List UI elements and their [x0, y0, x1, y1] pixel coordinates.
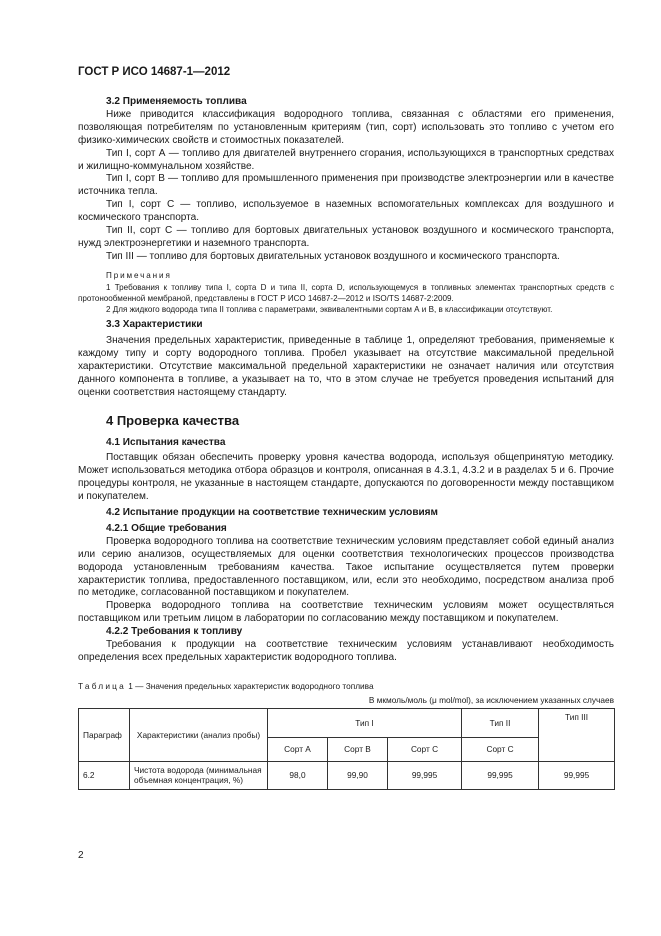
paragraph-type3: Тип III — топливо для бортовых двигательных установок воздушного и космического транспорта. — [106, 250, 560, 262]
paragraph-classification-intro: Ниже приводится классификация водородного топлива, связанная с областями его применения, позволяющая потребителям по установленным критериям (тип, сорт) использовать это топливо с учетом его физико-химических свойств и стоимостных показателей. — [78, 108, 614, 146]
header-paragraph: Параграф — [79, 708, 130, 761]
cell-paragraph: 6.2 — [79, 761, 130, 789]
document-body — [78, 96, 614, 790]
header-type-2: Тип II — [462, 708, 539, 737]
paragraph-type2-grade-c: Тип II, сорт С — топливо для бортовых двигательных установок воздушного и космического транспорта, нужд электроэнергетики и наземного транспорта. — [78, 225, 614, 249]
table-caption-text: 1 — Значения предельных характеристик водородного топлива — [128, 680, 374, 691]
paragraph-characteristics: Значения предельных характеристик, приведенные в таблице 1, определяют требования, применяемые к каждому типу и сорту водородного топлива. Пробел указывает на отсутствие максимальной предельной характеристики. Отсутствие максимальной предельной характеристики не означает наличия или отсутствия данного компонента в топливе, а указывает на то, что в этом случае не требуется проведения испытаний для оценки соответствия настоящему стандарту. — [78, 335, 614, 398]
header-grade-b: Сорт В — [328, 737, 388, 761]
section-3-3-heading: 3.3 Характеристики — [106, 319, 203, 331]
cell-type1-grade-a: 98,0 — [268, 761, 328, 789]
notes-title: Примечания — [106, 270, 172, 280]
table-units-note: В мкмоль/моль (μ mol/mol), за исключением указанных случаев — [368, 694, 614, 705]
section-4-2-1-heading: 4.2.1 Общие требования — [106, 522, 227, 534]
header-characteristics: Характеристики (анализ пробы) — [130, 708, 268, 761]
paragraph-general-requirements-1: Проверка водородного топлива на соответствие техническим условиям представляет собой единый анализ или серию анализов, осуществляемых для оценки соответствия технологических процессов производства водорода установленным требованиям качества. Такое испытание осуществляется путем проверки характеристик топлива, предоставленного поставщиком, или, если это необходимо, посредством анализа проб по методике, согласованной поставщиком и покупателем. — [78, 535, 614, 599]
header-grade-c: Сорт С — [388, 737, 462, 761]
paragraph-type1-grade-a: Тип I, сорт А — топливо для двигателей внутреннего сгорания, использующихся в транспортных средствах и жилищно-коммунальном хозяйстве. — [78, 147, 614, 172]
cell-type1-grade-c: 99,995 — [388, 761, 462, 789]
cell-type1-grade-b: 99,90 — [328, 761, 388, 789]
header-type-1: Тип I — [268, 708, 462, 737]
cell-characteristic: Чистота водорода (минимальная объемная концентрация, %) — [130, 761, 268, 789]
section-4-2-heading: 4.2 Испытание продукции на соответствие техническим условиям — [106, 507, 438, 519]
document-code-header: ГОСТ Р ИСО 14687-1—2012 — [78, 66, 231, 78]
paragraph-type1-grade-c: Тип I, сорт С — топливо, используемое в наземных вспомогательных комплексах для воздушного и космического транспорта. — [78, 199, 614, 224]
paragraph-fuel-requirements: Требования к продукции на соответствие техническим условиям устанавливают необходимость определения всех предельных характеристик водородного топлива. — [78, 639, 614, 663]
section-3-2-heading: 3.2 Применяемость топлива — [106, 96, 247, 107]
section-4-1-heading: 4.1 Испытания качества — [106, 436, 226, 448]
table-caption — [78, 681, 614, 692]
paragraph-type1-grade-b: Тип I, сорт В — топливо для промышленного применения при производстве электроэнергии или в качестве источника тепла. — [78, 173, 614, 198]
cell-type3: 99,995 — [539, 761, 615, 789]
header-type-3: Тип III — [539, 708, 615, 761]
section-4-heading: 4 Проверка качества — [106, 412, 240, 428]
notes-block — [78, 271, 614, 315]
limit-values-table — [78, 708, 615, 790]
page-number: 2 — [78, 850, 84, 861]
note-1: 1 Требования к топливу типа I, сорта D и типа II, сорта D, использующемуся в топливных элементах транспортных средств с протонообменной мембраной, представлены в ГОСТ Р ИСО 14687-2—2012 и ISO/TS 14687-2:2009. — [78, 283, 614, 303]
table-caption-label: Таблица — [78, 680, 126, 691]
cell-type2-grade-c: 99,995 — [462, 761, 539, 789]
paragraph-general-requirements-2: Проверка водородного топлива на соответствие техническим условиям может осуществляться поставщиком или третьим лицом в лаборатории по согласованию между поставщиком и покупателем. — [78, 600, 614, 625]
paragraph-quality-tests: Поставщик обязан обеспечить проверку уровня качества водорода, используя общепринятую методику. Может использоваться методика отбора образцов и контроля, описанная в 4.3.1, 4.3.2 и в разделах 5 и 6. Прочие процедуры контроля, не указанные в настоящем стандарте, допускаются по договоренности между поставщиком и покупателем. — [78, 452, 614, 503]
note-2: 2 Для жидкого водорода типа II топлива с параметрами, эквивалентными сортам А и В, в классификации отсутствуют. — [106, 304, 553, 314]
header-grade-a: Сорт А — [268, 737, 328, 761]
header-type2-grade-c: Сорт С — [462, 737, 539, 761]
section-4-2-2-heading: 4.2.2 Требования к топливу — [106, 626, 243, 638]
table-row — [79, 761, 615, 789]
